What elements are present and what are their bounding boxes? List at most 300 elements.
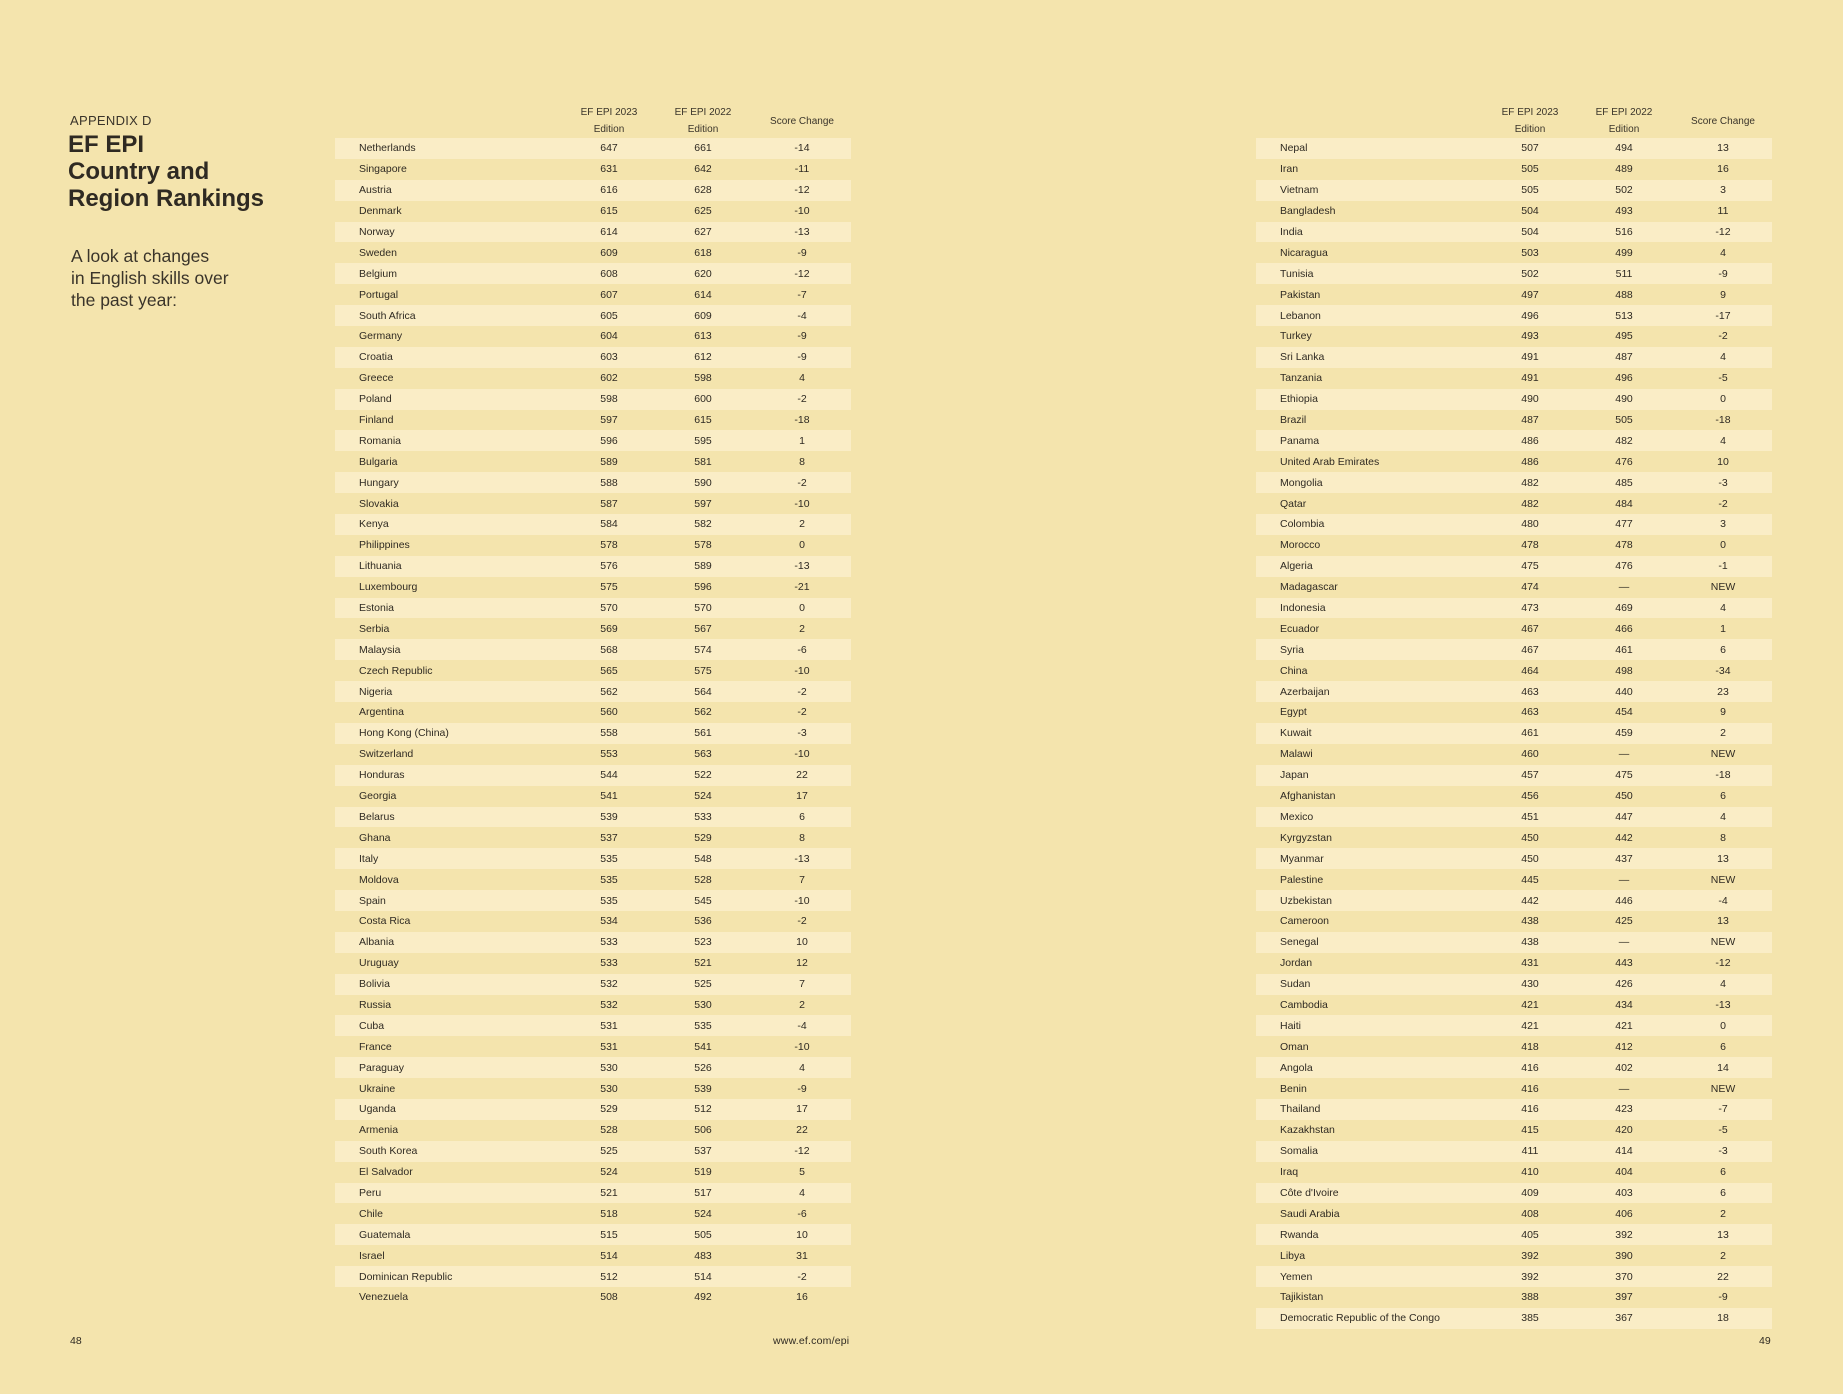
score-2022: — — [1618, 748, 1630, 761]
country-name: Pakistan — [1280, 288, 1321, 301]
score-2022: 482 — [1615, 434, 1633, 447]
score-2023: 475 — [1521, 560, 1539, 573]
score-2023: 438 — [1521, 936, 1539, 949]
score-2023: 497 — [1521, 288, 1539, 301]
score-2022: — — [1618, 581, 1630, 594]
score-2023: 507 — [1521, 142, 1539, 155]
score-2022: — — [1618, 936, 1630, 949]
table-row — [1256, 807, 1772, 828]
table-row — [1256, 1287, 1772, 1308]
score-2022: 570 — [694, 602, 712, 615]
score-2022: 502 — [1615, 184, 1633, 197]
table-row — [335, 472, 851, 493]
score-2023: 486 — [1521, 434, 1539, 447]
score-2023: 438 — [1521, 915, 1539, 928]
score-change: -3 — [1718, 1145, 1728, 1158]
score-2023: 450 — [1521, 831, 1539, 844]
score-2022: 628 — [694, 184, 712, 197]
score-change: -4 — [797, 1019, 807, 1032]
table-row — [1256, 1203, 1772, 1224]
score-2023: 575 — [600, 581, 618, 594]
header-score-change: Score Change — [1691, 115, 1755, 127]
score-change: -14 — [794, 142, 810, 155]
page-subtitle — [71, 245, 229, 311]
score-2023: 408 — [1521, 1207, 1539, 1220]
score-2023: 508 — [600, 1291, 618, 1304]
table-row — [1256, 242, 1772, 263]
score-2022: 412 — [1615, 1040, 1633, 1053]
score-2023: 451 — [1521, 810, 1539, 823]
score-change: 0 — [1720, 1019, 1726, 1032]
country-name: Indonesia — [1280, 602, 1326, 615]
score-2022: 496 — [1615, 372, 1633, 385]
table-row — [1256, 347, 1772, 368]
score-2023: 533 — [600, 957, 618, 970]
country-name: Poland — [359, 393, 392, 406]
score-2023: 416 — [1521, 1103, 1539, 1116]
country-name: Malaysia — [359, 643, 401, 656]
score-change: -9 — [797, 351, 807, 364]
country-name: Angola — [1280, 1061, 1313, 1074]
score-2022: 530 — [694, 998, 712, 1011]
score-2023: 614 — [600, 226, 618, 238]
score-change: -10 — [794, 748, 810, 761]
score-2023: 512 — [600, 1270, 618, 1283]
table-row — [335, 1015, 851, 1036]
table-row — [335, 305, 851, 326]
score-change: -13 — [1715, 998, 1731, 1011]
table-row — [1256, 159, 1772, 180]
score-2023: 482 — [1521, 476, 1539, 489]
score-2022: 562 — [694, 706, 712, 719]
subtitle-line: in English skills over — [71, 268, 229, 288]
score-change: 10 — [796, 936, 808, 949]
score-change: -9 — [797, 1082, 807, 1095]
score-2023: 524 — [600, 1166, 618, 1179]
score-2023: 442 — [1521, 894, 1539, 907]
table-row — [335, 514, 851, 535]
country-name: Oman — [1280, 1040, 1309, 1053]
score-2023: 503 — [1521, 246, 1539, 259]
table-row — [335, 493, 851, 514]
score-change: 6 — [1720, 1040, 1726, 1053]
table-row — [335, 911, 851, 932]
score-2023: 415 — [1521, 1124, 1539, 1137]
score-2023: 647 — [600, 142, 618, 155]
table-row — [335, 284, 851, 305]
score-change: NEW — [1710, 1082, 1736, 1095]
score-2023: 518 — [600, 1207, 618, 1220]
country-name: Nepal — [1280, 142, 1308, 155]
score-change: 5 — [799, 1166, 805, 1179]
table-row — [1256, 1120, 1772, 1141]
score-2022: 609 — [694, 309, 712, 322]
score-2023: 490 — [1521, 393, 1539, 406]
country-name: Cameroon — [1280, 915, 1330, 928]
country-name: Madagascar — [1280, 581, 1338, 594]
score-2022: 536 — [694, 915, 712, 928]
score-2023: 480 — [1521, 518, 1539, 531]
score-2023: 602 — [600, 372, 618, 385]
score-2022: 613 — [694, 330, 712, 343]
score-change: -13 — [794, 226, 810, 238]
score-2022: 421 — [1615, 1019, 1633, 1032]
score-change: 2 — [1720, 1207, 1726, 1220]
table-row — [335, 639, 851, 660]
score-change: 4 — [1720, 810, 1726, 823]
score-2023: 461 — [1521, 727, 1539, 740]
score-2022: 537 — [694, 1145, 712, 1158]
table-row — [1256, 410, 1772, 431]
score-2023: 467 — [1521, 622, 1539, 635]
country-name: Nigeria — [359, 685, 393, 698]
country-name: Sudan — [1280, 978, 1311, 991]
country-name: Switzerland — [359, 748, 414, 761]
country-name: Bolivia — [359, 978, 390, 991]
country-name: Kuwait — [1280, 727, 1312, 740]
country-name: Serbia — [359, 622, 390, 635]
score-2022: 625 — [694, 205, 712, 218]
table-row — [1256, 995, 1772, 1016]
score-2022: 612 — [694, 351, 712, 364]
score-2023: 392 — [1521, 1270, 1539, 1283]
country-name: Rwanda — [1280, 1228, 1319, 1241]
score-change: 8 — [1720, 831, 1726, 844]
score-2023: 416 — [1521, 1082, 1539, 1095]
score-2023: 416 — [1521, 1061, 1539, 1074]
page-number-left: 48 — [70, 1335, 82, 1347]
score-2022: 511 — [1615, 267, 1633, 280]
score-2023: 487 — [1521, 414, 1539, 427]
country-name: Iran — [1280, 163, 1299, 176]
country-name: Costa Rica — [359, 915, 411, 928]
score-2022: 476 — [1615, 455, 1633, 468]
table-row — [1256, 660, 1772, 681]
score-2022: 477 — [1615, 518, 1633, 531]
score-2023: 553 — [600, 748, 618, 761]
table-row — [1256, 138, 1772, 159]
header-2022: EF EPI 2022 Edition — [674, 107, 732, 135]
table-row — [335, 368, 851, 389]
score-2023: 486 — [1521, 455, 1539, 468]
score-2023: 535 — [600, 894, 618, 907]
score-2022: 596 — [694, 581, 712, 594]
table-row — [335, 410, 851, 431]
score-change: -6 — [797, 1207, 807, 1220]
table-row — [1256, 201, 1772, 222]
table-header — [335, 104, 851, 138]
score-change: 16 — [796, 1291, 808, 1304]
country-name: Norway — [359, 226, 395, 238]
table-row — [1256, 1036, 1772, 1057]
score-2022: 574 — [694, 643, 712, 656]
table-row — [335, 430, 851, 451]
score-2023: 604 — [600, 330, 618, 343]
country-name: Jordan — [1280, 957, 1313, 970]
score-2023: 607 — [600, 288, 618, 301]
score-change: -12 — [794, 1145, 810, 1158]
table-row — [335, 1203, 851, 1224]
table-row — [1256, 827, 1772, 848]
country-name: Kenya — [359, 518, 389, 531]
score-2022: — — [1618, 873, 1630, 886]
country-name: Ghana — [359, 831, 391, 844]
score-2022: 426 — [1615, 978, 1633, 991]
score-2023: 535 — [600, 873, 618, 886]
country-name: Finland — [359, 414, 394, 427]
country-name: Armenia — [359, 1124, 399, 1137]
score-2022: 615 — [694, 414, 712, 427]
score-change: 8 — [799, 831, 805, 844]
score-change: -2 — [797, 476, 807, 489]
table-row — [335, 995, 851, 1016]
score-2023: 541 — [600, 790, 618, 803]
country-name: Nicaragua — [1280, 246, 1328, 259]
table-row — [1256, 974, 1772, 995]
score-change: 2 — [799, 622, 805, 635]
country-name: Uruguay — [359, 957, 399, 970]
country-name: United Arab Emirates — [1280, 455, 1380, 468]
table-row — [1256, 222, 1772, 243]
score-2023: 609 — [600, 246, 618, 259]
country-name: Austria — [359, 184, 392, 197]
score-change: -1 — [1718, 560, 1728, 573]
country-name: Romania — [359, 434, 402, 447]
score-change: 2 — [799, 998, 805, 1011]
score-change: -5 — [1718, 1124, 1728, 1137]
score-2023: 504 — [1521, 226, 1539, 238]
table-row — [1256, 284, 1772, 305]
score-change: 7 — [799, 873, 805, 886]
country-name: Netherlands — [359, 142, 416, 155]
score-2022: 423 — [1615, 1103, 1633, 1116]
country-name: Ecuador — [1280, 622, 1320, 635]
table-row — [335, 1057, 851, 1078]
table-row — [1256, 848, 1772, 869]
score-2023: 421 — [1521, 1019, 1539, 1032]
score-2023: 598 — [600, 393, 618, 406]
table-row — [1256, 744, 1772, 765]
footer-url: www.ef.com/epi — [773, 1335, 850, 1347]
table-row — [1256, 702, 1772, 723]
score-change: 2 — [799, 518, 805, 531]
score-change: 7 — [799, 978, 805, 991]
score-change: -21 — [794, 581, 810, 594]
country-name: Qatar — [1280, 497, 1307, 510]
score-2022: 442 — [1615, 831, 1633, 844]
score-2022: 600 — [694, 393, 712, 406]
score-change: -2 — [797, 1270, 807, 1283]
score-change: 6 — [799, 810, 805, 823]
score-2022: 425 — [1615, 915, 1633, 928]
score-2023: 445 — [1521, 873, 1539, 886]
score-change: 3 — [1720, 518, 1726, 531]
score-change: 4 — [799, 1061, 805, 1074]
country-name: Vietnam — [1280, 184, 1319, 197]
score-2023: 491 — [1521, 372, 1539, 385]
score-change: 3 — [1720, 184, 1726, 197]
score-2023: 605 — [600, 309, 618, 322]
country-name: Uganda — [359, 1103, 396, 1116]
table-row — [335, 535, 851, 556]
country-name: South Korea — [359, 1145, 418, 1158]
score-2023: 505 — [1521, 163, 1539, 176]
score-change: 2 — [1720, 727, 1726, 740]
score-2023: 463 — [1521, 706, 1539, 719]
table-row — [1256, 326, 1772, 347]
score-2022: 476 — [1615, 560, 1633, 573]
score-change: -5 — [1718, 372, 1728, 385]
score-2022: 367 — [1615, 1312, 1633, 1325]
score-2023: 531 — [600, 1019, 618, 1032]
table-row — [335, 326, 851, 347]
score-2022: 459 — [1615, 727, 1633, 740]
country-name: Dominican Republic — [359, 1270, 453, 1283]
score-2023: 603 — [600, 351, 618, 364]
score-2023: 496 — [1521, 309, 1539, 322]
table-row — [1256, 430, 1772, 451]
country-name: Iraq — [1280, 1166, 1299, 1179]
score-2022: 489 — [1615, 163, 1633, 176]
score-2022: 589 — [694, 560, 712, 573]
score-2023: 570 — [600, 602, 618, 615]
table-row — [335, 577, 851, 598]
country-name: Ukraine — [359, 1082, 396, 1095]
table-row — [335, 953, 851, 974]
table-row — [1256, 1015, 1772, 1036]
table-row — [1256, 472, 1772, 493]
score-2023: 588 — [600, 476, 618, 489]
score-2023: 532 — [600, 998, 618, 1011]
country-name: Kyrgyzstan — [1280, 831, 1332, 844]
score-2023: 482 — [1521, 497, 1539, 510]
header-2022: EF EPI 2022 Edition — [1595, 107, 1653, 135]
table-row — [1256, 765, 1772, 786]
score-change: -6 — [797, 643, 807, 656]
score-change: -17 — [1715, 309, 1731, 322]
score-change: -12 — [1715, 226, 1731, 238]
subtitle-line: A look at changes — [71, 246, 210, 266]
table-row — [335, 1224, 851, 1245]
country-name: Mexico — [1280, 810, 1314, 823]
country-name: Croatia — [359, 351, 393, 364]
score-2023: 525 — [600, 1145, 618, 1158]
score-2022: 414 — [1615, 1145, 1633, 1158]
score-2022: 485 — [1615, 476, 1633, 489]
score-change: 17 — [796, 790, 808, 803]
table-row — [1256, 389, 1772, 410]
country-name: Somalia — [1280, 1145, 1318, 1158]
score-2023: 388 — [1521, 1291, 1539, 1304]
appendix-label: APPENDIX D — [70, 113, 152, 128]
table-row — [335, 389, 851, 410]
subtitle-line: the past year: — [71, 290, 178, 310]
score-2022: 506 — [694, 1124, 712, 1137]
score-2022: 397 — [1615, 1291, 1633, 1304]
country-name: Sweden — [359, 246, 397, 259]
score-2022: 513 — [1615, 309, 1633, 322]
table-row — [335, 180, 851, 201]
score-2022: 563 — [694, 748, 712, 761]
score-change: 1 — [799, 434, 805, 447]
score-change: 13 — [1717, 915, 1729, 928]
country-name: Azerbaijan — [1280, 685, 1330, 698]
score-2022: 392 — [1615, 1228, 1633, 1241]
country-name: Myanmar — [1280, 852, 1324, 865]
page-number-right: 49 — [1759, 1335, 1771, 1347]
score-2023: 534 — [600, 915, 618, 928]
table-row — [335, 556, 851, 577]
table-row — [335, 723, 851, 744]
country-name: Moldova — [359, 873, 399, 886]
score-2022: 535 — [694, 1019, 712, 1032]
score-2023: 535 — [600, 852, 618, 865]
country-name: Philippines — [359, 539, 410, 552]
score-change: -11 — [794, 163, 810, 176]
country-name: Malawi — [1280, 748, 1313, 761]
country-name: Cambodia — [1280, 998, 1328, 1011]
country-name: Democratic Republic of the Congo — [1280, 1312, 1440, 1325]
country-name: Morocco — [1280, 539, 1321, 552]
score-change: -2 — [797, 915, 807, 928]
table-row — [335, 1099, 851, 1120]
table-row — [335, 1183, 851, 1204]
table-row — [1256, 1308, 1772, 1329]
country-name: El Salvador — [359, 1166, 413, 1179]
score-change: 6 — [1720, 790, 1726, 803]
score-2023: 544 — [600, 769, 618, 782]
table-row — [335, 138, 851, 159]
table-row — [1256, 556, 1772, 577]
rankings-table-left — [335, 104, 851, 1308]
table-row — [335, 827, 851, 848]
score-2023: 530 — [600, 1061, 618, 1074]
table-row — [335, 451, 851, 472]
score-2022: 495 — [1615, 330, 1633, 343]
score-2022: 487 — [1615, 351, 1633, 364]
score-2022: 519 — [694, 1166, 712, 1179]
score-2022: 525 — [694, 978, 712, 991]
score-2022: 575 — [694, 664, 712, 677]
country-name: Albania — [359, 936, 395, 949]
table-row — [1256, 451, 1772, 472]
country-name: Senegal — [1280, 936, 1319, 949]
score-change: -10 — [794, 497, 810, 510]
score-2023: 533 — [600, 936, 618, 949]
score-2023: 532 — [600, 978, 618, 991]
table-row — [1256, 493, 1772, 514]
score-2022: 516 — [1615, 226, 1633, 238]
score-2023: 411 — [1521, 1145, 1539, 1158]
score-change: 4 — [1720, 434, 1726, 447]
country-name: Libya — [1280, 1249, 1306, 1262]
country-name: Palestine — [1280, 873, 1324, 886]
score-change: -12 — [794, 184, 810, 197]
country-name: Bangladesh — [1280, 205, 1336, 218]
country-name: Greece — [359, 372, 394, 385]
score-2022: 614 — [694, 288, 712, 301]
score-2022: 561 — [694, 727, 712, 740]
table-row — [1256, 1078, 1772, 1099]
score-2022: 437 — [1615, 852, 1633, 865]
score-change: -13 — [794, 852, 810, 865]
score-2022: 582 — [694, 518, 712, 531]
score-2023: 463 — [1521, 685, 1539, 698]
score-change: -12 — [1715, 957, 1731, 970]
score-2023: 421 — [1521, 998, 1539, 1011]
score-2023: 515 — [600, 1228, 618, 1241]
score-change: 4 — [1720, 246, 1726, 259]
